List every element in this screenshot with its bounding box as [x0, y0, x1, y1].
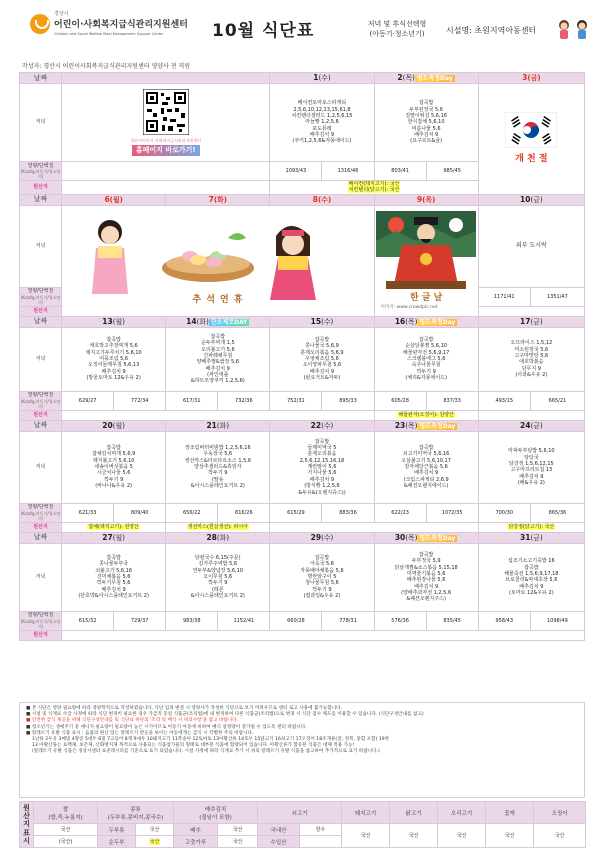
origin-cell: 국산 [218, 824, 258, 836]
homepage-link[interactable]: 홈페이지 바로가기! [132, 145, 200, 156]
week1-date-2: 2(목) 영도측정Day [374, 73, 478, 84]
week5-date-27: 27(월) [62, 532, 166, 543]
week2-date-6: 6(월) [62, 194, 166, 205]
org-block [54, 11, 214, 37]
origin-head-rice: 쌀 (밥,죽,누룽지) [34, 802, 98, 824]
week5-menu-30: 잡곡밥 두부젓국 5,9 닭날개찜&소스볶음 5,15,18 미역줄기볶음 5,6 배추된장나물 5,6 배추김치 9 (양배추과자전 1,2,5,6 &패션오렌지주스) [374, 543, 478, 611]
origin-cell: 고춧가루 [174, 836, 218, 848]
image-credit: 이미지: www.crowdpic.net [380, 304, 438, 310]
week5-cal: 983/38 [166, 611, 218, 630]
qr-caption: 경산시어린이·사회복지급식관리지원센터 [130, 137, 202, 143]
week4-cal-row: 열량/단백질 (Kcal/g,아동기/청소년기) 621/33 809/40 656/22 816/26 615/29 883/36 622/23 1072/35 700/30 865/36 [20, 503, 585, 522]
week4-menu-21: 장조림버터비빔밥 1,2,5,6,16 우동장국 5,6 생선까스&타르타르소스 1,5,6 양상추샐러드&흑임자 깍두기 9 (딸유 &아시스플레인요거트 2) [166, 431, 270, 503]
origin-label: 원산지 [20, 181, 62, 195]
week5-origin-row: 원산지 [20, 630, 585, 640]
week2-date-10: 10(금) [478, 194, 584, 205]
week3-cal: 837/33 [426, 391, 478, 410]
origin-side-label: 원산지표시 [20, 802, 34, 848]
week5-date-29: 29(수) [270, 532, 374, 543]
week3-menu-16: 잡곡밥 순살닭봉찜 5,6,10 해물완자전 5,6,9,17 스크램블에그 5,6 숙주나물무침 깍두기 9 (체리&자몽에이드) [374, 327, 478, 391]
cal-label: 열량/단백질 (Kcal/g,아동기/청소년기) [20, 162, 61, 180]
origin-head-chicken: 닭고기 [390, 802, 438, 824]
origin-cell: 국산 [390, 824, 438, 848]
week3-menu-17: 오므라이스 1,5,12 미소된장국 5,6 고구마맛탕 5,6 애호박볶음 단무지 9 (사과&우유 2) [478, 327, 584, 391]
week4-cal: 621/33 [62, 503, 114, 522]
chuseok-holiday-cell [62, 205, 374, 316]
week4-cal: 622/23 [374, 503, 426, 522]
week3-date-13: 13(월) [62, 316, 166, 327]
king-sejong-illustration-icon [376, 211, 476, 291]
org-name: 어린이·사회복지급식관리지원센터 [54, 19, 188, 30]
week3-cal: 752/31 [270, 391, 322, 410]
week3-cal: 493/15 [478, 391, 530, 410]
week4-cal: 615/29 [270, 503, 322, 522]
origin-cell: 국산 [136, 836, 174, 848]
week4-food-row: 저녁 잡곡밥 잡채김치찌개 5,6,9 돼지불고기 5,6,10 새송이버섯볶음 5 시금치나물 5,6 깍두기 9 (바나나&우유 2) 장조림버터비빔밥 1,2,5,6,16 우동장국 5,6 생선까스&타르타르소스 1,5,6 양상추샐러드&흑임자 깍두기 9 (딸유 &아시스플레인요거트 2) 잡곡밥 들깨미역국 5 훈제오리볶음 2,5,6,12,15,16,18 계란말이 5,6 가지나물 5,6 배추김치 9 (방식빵 1,2,5,6 &두유&(오렌지쥬스)) 잡곡밥 쇠고기미역국 5,6,16 오삼불고기 5,6,10,17 감자채당근볶음 5,6 배추김치 9 (크림스파게티 2,6,9 &패션오렌지에이드) 마파두부덮밥 5,6,10 탕탕국 닭강정 1,5,6,12,15 고구마프리트칩 13 배추김치 9 (배&우유 2) [20, 431, 585, 503]
week5-cal: 576/36 [374, 611, 426, 630]
week5-cal: 660/28 [270, 611, 322, 630]
center-logo-icon [30, 14, 50, 34]
week4-cal: 656/22 [166, 503, 218, 522]
menu-table [19, 72, 585, 641]
week2-date-8: 8(수) [270, 194, 374, 205]
note-1: ■ 본 식단은 영양 필요량에 따라 영양학적으로 작성하였습니다. 식단 입의 변경 시 영양사가 작성한 식단으로 보기 어려우므로 센터 로고 사용에 불가능합니다. [26, 706, 343, 711]
origin-head-pork: 돼지고기 [342, 802, 390, 824]
origin-cell: 순두부 [98, 836, 136, 848]
origin-cell: (국산) [34, 836, 98, 848]
week5-cal: 729/37 [114, 611, 166, 630]
week3-date-14: 14(화) 단소제로DAY [166, 316, 270, 327]
hangul-day-cell [374, 205, 478, 316]
week3-menu-13: 잡곡밥 애호박고추장찌개 5,6 돼지고기두루치기 5,6,10 어묵조림 5,6 오징어들깨무침 5,6,13 배추김치 9 (방울토마토 12&우유 2) [62, 327, 166, 391]
note-5: ■ 알레르기 유발 식품 표시 : 음품의 원산 있는 알레르기 반응을 보이는 아동에게는 급식 시 각별한 주의 바랍니다. [26, 730, 254, 736]
note-4: ■ 청소년기는 생애주기 중 에너지 필요량이 필요량이 높은 시기이므로 아동기 아동에 비하여 배식 설정량이 증가될 수 있도록 센터 바랍니다. [26, 724, 307, 730]
week5-cal: 1098/49 [530, 611, 584, 630]
week4-date-row: 날짜 20(월) 21(화) 22(수) 23(목) 영도측정Day 24(금) [20, 420, 585, 431]
week2-cal-10b: 1351/47 [530, 287, 584, 306]
week5-food-row: 저녁 잡곡밥 콩나물두부국 쇠불고기 5,6,16 진미채볶음 5,6 깍두기무침 5,6 배추김치 9 (단호박&아시스플레인요거트 2) 닭칼국수 6,15(주문) 김가루주먹밥 5,6 연두부&양념장 5,6,10 오이무침 5,6 깍두기 9 (레몬 &아시스플레인요거트 2) 잡곡밥 아욱국 5,6 자몽배야채볶음 5,6 명란알구이 5 청나물무침 5,6 깍두기 9 (컵과일&우유 2) 잡곡밥 두부젓국 5,9 닭날개찜&소스볶음 5,15,18 미역줄기볶음 5,6 배추된장나물 5,6 배추김치 9 (양배추과자전 1,2,5,6 &패션오렌지주스) 섭조기소고기죽밥 16 잡곡밥 해물죽전 1,5,6,9,17,18 브로콜리&막대초장 5,6 배추김치 9 (토마토 12&우유 2) [20, 543, 585, 611]
origin-cell: 한우 [300, 824, 342, 836]
week5-date-28: 28(화) [166, 532, 270, 543]
week2-menu-10: 외부 도시락 [478, 205, 584, 287]
chuseok-illustration-icon [68, 214, 368, 306]
week4-menu-20: 잡곡밥 잡채김치찌개 5,6,9 돼지불고기 5,6,10 새송이버섯볶음 5 시금치나물 5,6 깍두기 9 (바나나&우유 2) [62, 431, 166, 503]
origin-head-kimchi: 배추김치 (절임이 포함) [174, 802, 258, 824]
page-title: 10월 식단표 [212, 21, 315, 41]
origin-cell: 국산 [218, 836, 258, 848]
note-3: ■ 안전한 급식 제공을 위해 식단구성안내를 및 식단표 하단의 '조리 및 배식 시 위의사항'을 참고 바랍니다. [26, 718, 239, 724]
week4-origin-1: 잡채(돼지고기): 원양산 [62, 522, 166, 532]
week1-date-3: 3(금) [478, 73, 584, 84]
origin-cell: 국산 [438, 824, 486, 848]
week4-cal: 809/40 [114, 503, 166, 522]
week3-date-17: 17(금) [478, 316, 584, 327]
origin-cell: 국산 [136, 824, 174, 836]
week4-date-24: 24(금) [478, 420, 584, 431]
subtitle-line1: 저녁 및 후식선택형 [367, 20, 427, 28]
week3-cal: 772/34 [114, 391, 166, 410]
note-6: 1난류 2우유 3메밀 4땅콩 5대두 6밀 7고등어 8게 9새우 10돼지고기 11복숭아 12토마토 13아황산류 14호두 15닭고기 16쇠고기 17오징어 18조개류(굴, 전복, 홍합 포함) 19잣 [32, 736, 390, 742]
week4-cal: 816/26 [218, 503, 270, 522]
week5-cal: 615/32 [62, 611, 114, 630]
origin-cell: 국내산 [258, 824, 300, 836]
note-8: (알레르기 유발 식품은 경상시센터 표준레시피를 기준으로 표기 되었습니다. 시설 사정에 따라 식재료 추가 시 위의 알레르기 유발 식품을 참고하여 추가적으로 표기 바랍니다.) [32, 749, 380, 755]
week3-cal: 605/28 [374, 391, 426, 410]
week4-menu-24: 마파두부덮밥 5,6,10 탕탕국 닭강정 1,5,6,12,15 고구마프리트칩 13 배추김치 9 (배&우유 2) [478, 431, 584, 503]
week3-menu-14: 잡곡밥 순두부찌개 1,5 오리불고기 5,6 건파래채무침 양배추찜&쌈장 5,6 배추김치 9 (파인애플 &하트모양쿠키 1,2,5,6) [166, 327, 270, 391]
subtitle-line2: (아동기·청소년기) [369, 29, 425, 38]
note-7: 13 아황산류는 표백제, 보존제, 산화방지제 목적으로 사용되는 식품첨가물의 형태로 대부분 식품에 함량되어 있습니다. 아황산류가 함유된 식품은 대체 적용 가능! [32, 743, 355, 749]
week5-date-row: 날짜 27(월) 28(화) 29(수) 30(목) 영도측정Day 31(금) [20, 532, 585, 543]
qr-code-icon [143, 89, 189, 135]
week3-date-15: 15(수) [270, 316, 374, 327]
origin-head-squid: 오징어 [534, 802, 586, 824]
week2-food-row: 저녁 추 석 연 휴 한 글 날 이미지: www.crowdpic.net 외부 도시락 [20, 205, 585, 287]
week5-date-30: 30(목) 영도측정Day [374, 532, 478, 543]
week2-date-row: 날짜 6(월) 7(화) 8(수) 9(목) 10(금) [20, 194, 585, 205]
week4-cal: 700/30 [478, 503, 530, 522]
week4-menu-23: 잡곡밥 쇠고기미역국 5,6,16 오삼불고기 5,6,10,17 감자채당근볶음 5,6 배추김치 9 (크림스파게티 2,6,9 &패션오렌지에이드) [374, 431, 478, 503]
week4-menu-22: 잡곡밥 들깨미역국 5 훈제오리볶음 2,5,6,12,15,16,18 계란말이 5,6 가지나물 5,6 배추김치 9 (방식빵 1,2,5,6 &두유&(오렌지쥬스)) [270, 431, 374, 503]
week3-cal: 732/36 [218, 391, 270, 410]
week1-empty-dates [62, 73, 270, 84]
week5-cal-row: 열량/단백질 (Kcal/g,아동기/청소년기) 615/32 729/37 983/38 1152/41 660/28 778/31 576/36 835/45 958/43 1098/49 [20, 611, 585, 630]
week4-origin-2: 생선까스(흰살생선): 러시아 [166, 522, 270, 532]
origin-header-row [20, 802, 586, 824]
origin-head-beef: 쇠고기 [258, 802, 342, 824]
week4-date-23: 23(목) 영도측정Day [374, 420, 478, 431]
week4-date-21: 21(화) [166, 420, 270, 431]
note-2: ■ 시설 및 식재료 수급 사정에 따라 식단 변경이 필요한 경우 가급적 동일 식품군(조리법)에 내 변경하여 다른 식품군(조리법)으로 변경 시 식단 검수 체도를 이용할 수 있습니다. (식단구성안내를 참고) [26, 712, 424, 718]
week4-date-22: 22(수) [270, 420, 374, 431]
week5-menu-27: 잡곡밥 콩나물두부국 쇠불고기 5,6,16 진미채볶음 5,6 깍두기무침 5,6 배추김치 9 (단호박&아시스플레인요거트 2) [62, 543, 166, 611]
notes-box [19, 702, 585, 798]
week3-cal: 617/31 [166, 391, 218, 410]
week3-cal: 665/21 [530, 391, 584, 410]
week3-cal: 895/33 [322, 391, 374, 410]
week1-date-1: 1(수) [270, 73, 374, 84]
org-en: Children and Social Welfare Meal Management Support Center [54, 32, 164, 36]
week4-origin-3: 닭강정(닭고기): 국산 [478, 522, 584, 532]
subtitle [362, 20, 432, 40]
header [0, 0, 600, 58]
week1-holiday-cell [478, 84, 584, 195]
week4-date-20: 20(월) [62, 420, 166, 431]
week3-cal: 629/27 [62, 391, 114, 410]
origin-cell: 국산 [486, 824, 534, 848]
date-label: 날짜 [20, 73, 62, 84]
week3-food-row: 저녁 잡곡밥 애호박고추장찌개 5,6 돼지고기두루치기 5,6,10 어묵조림 5,6 오징어들깨무침 5,6,13 배추김치 9 (방울토마토 12&우유 2) 잡곡밥 순두부찌개 1,5 오리불고기 5,6 건파래채무침 양배추찜&쌈장 5,6 배추김치 9 (파인애플 &하트모양쿠키 1,2,5,6) 잡곡밥 콩나물국 5,6,9 훈제오리볶음 5,6,9 우엉채조림 5,6 오이양파무침 5,6 배추김치 9 (펀요거트&자두) 잡곡밥 순살닭봉찜 5,6,10 해물완자전 5,6,9,17 스크램블에그 5,6 숙주나물무침 깍두기 9 (체리&자몽에이드) 오므라이스 1,5,12 미소된장국 5,6 고구마맛탕 5,6 애호박볶음 단무지 9 (사과&우유 2) [20, 327, 585, 391]
week3-date-16: 16(목) 영도측정Day [374, 316, 478, 327]
week1-food-row [20, 84, 585, 162]
week1-menu-1: 베이컨토마토스파게티 2,5,6,10,12,13,15,61,8 치킨텐더샐러드 1,2,5,6,15 마늘빵 1,2,5,6 포도퓨레 배추김치 9 (쿠키1,2,5,6&자몽에이드) [270, 84, 374, 162]
origin-cell: 두부류 [98, 824, 136, 836]
week1-cal-2b: 985/45 [426, 162, 478, 181]
facility-name: 시설명: 초원지역아동센터 [446, 26, 537, 35]
origin-table [19, 801, 586, 848]
org-small: 경상시 [54, 11, 69, 17]
origin-cell: 국산 [34, 824, 98, 836]
week3-date-row: 날짜 13(월) 14(화) 단소제로DAY 15(수) 16(목) 영도측정Day 17(금) [20, 316, 585, 327]
week4-origin-row: 원산지 잡채(돼지고기): 원양산 생선까스(흰살생선): 러시아 닭강정(닭고기): 국산 [20, 522, 585, 532]
origin-cell: 국산 [534, 824, 586, 848]
author-line: 작성자: 경산시 어린이사회복지급식관리지원센터 영양사 전 직원 [22, 63, 191, 70]
week1-origin: 베이컨(돼지고기): 국산 치킨텐더(닭고기): 국산 [270, 181, 478, 195]
national-foundation-day: 개 천 절 [515, 154, 548, 165]
week5-cal: 835/45 [426, 611, 478, 630]
week2-date-9: 9(목) [374, 194, 478, 205]
week4-cal: 865/36 [530, 503, 584, 522]
week4-cal: 883/36 [322, 503, 374, 522]
week3-cal-row: 열량/단백질 (Kcal/g,아동기/청소년기) 629/27 772/34 617/31 732/36 752/31 895/33 605/28 837/33 493/15 665/21 [20, 391, 585, 410]
week1-menu-2: 잡곡밥 두부된장국 5,6 김말이튀김 5,6,16 한식잡채 5,6,10 비름나물 5,6 배추김치 9 (요구르트&귤) [374, 84, 478, 162]
origin-head-beans: 콩류 (두부류,콩비지,콩국수) [98, 802, 174, 824]
week5-menu-31: 섭조기소고기죽밥 16 잡곡밥 해물죽전 1,5,6,9,17,18 브로콜리&막대초장 5,6 배추김치 9 (토마토 12&우유 2) [478, 543, 584, 611]
week2-cal-10a: 1171/41 [478, 287, 530, 306]
week3-origin: 해물완자(오징어): 원양산 [374, 410, 478, 420]
week5-menu-28: 닭칼국수 6,15(주문) 김가루주먹밥 5,6 연두부&양념장 5,6,10 오이무침 5,6 깍두기 9 (레몬 &아시스플레인요거트 2) [166, 543, 270, 611]
week5-cal: 778/31 [322, 611, 374, 630]
korean-flag-icon [505, 112, 557, 148]
origin-head-crab: 꽃게 [486, 802, 534, 824]
week5-cal: 1152/41 [218, 611, 270, 630]
qr-cell [62, 84, 270, 162]
week5-date-31: 31(금) [478, 532, 584, 543]
hangul-day-label: 한 글 날 [409, 293, 443, 304]
week2-cal-row: 열량/단백질 (Kcal/g,아동기/청소년기) 1171/41 1351/47 [20, 287, 585, 306]
origin-head-duck: 오리고기 [438, 802, 486, 824]
week2-date-7: 7(화) [166, 194, 270, 205]
week1-cal-2a: 803/41 [374, 162, 426, 181]
dinner-label: 저녁 [20, 84, 62, 162]
chuseok-label: 추 석 연 휴 [192, 294, 244, 305]
kids-illustration-icon [554, 18, 594, 40]
week2-origin-row: 원산지 [20, 306, 585, 316]
origin-cell [300, 836, 342, 848]
week3-menu-15: 잡곡밥 콩나물국 5,6,9 훈제오리볶음 5,6,9 우엉채조림 5,6 오이양파무침 5,6 배추김치 9 (펀요거트&자두) [270, 327, 374, 391]
origin-cell: 배추 [174, 824, 218, 836]
origin-row-1 [20, 824, 586, 836]
week5-cal: 958/43 [478, 611, 530, 630]
week1-cal-1b: 1316/46 [322, 162, 374, 181]
week3-origin-row: 원산지 해물완자(오징어): 원양산 [20, 410, 585, 420]
week1-date-row [20, 73, 585, 84]
week4-cal: 1072/35 [426, 503, 478, 522]
week1-cal-1a: 1093/43 [270, 162, 322, 181]
origin-cell: 국산 [342, 824, 390, 848]
week5-menu-29: 잡곡밥 아욱국 5,6 자몽배야채볶음 5,6 명란알구이 5 청나물무침 5,6 깍두기 9 (컵과일&우유 2) [270, 543, 374, 611]
origin-cell: 수입산 [258, 836, 300, 848]
